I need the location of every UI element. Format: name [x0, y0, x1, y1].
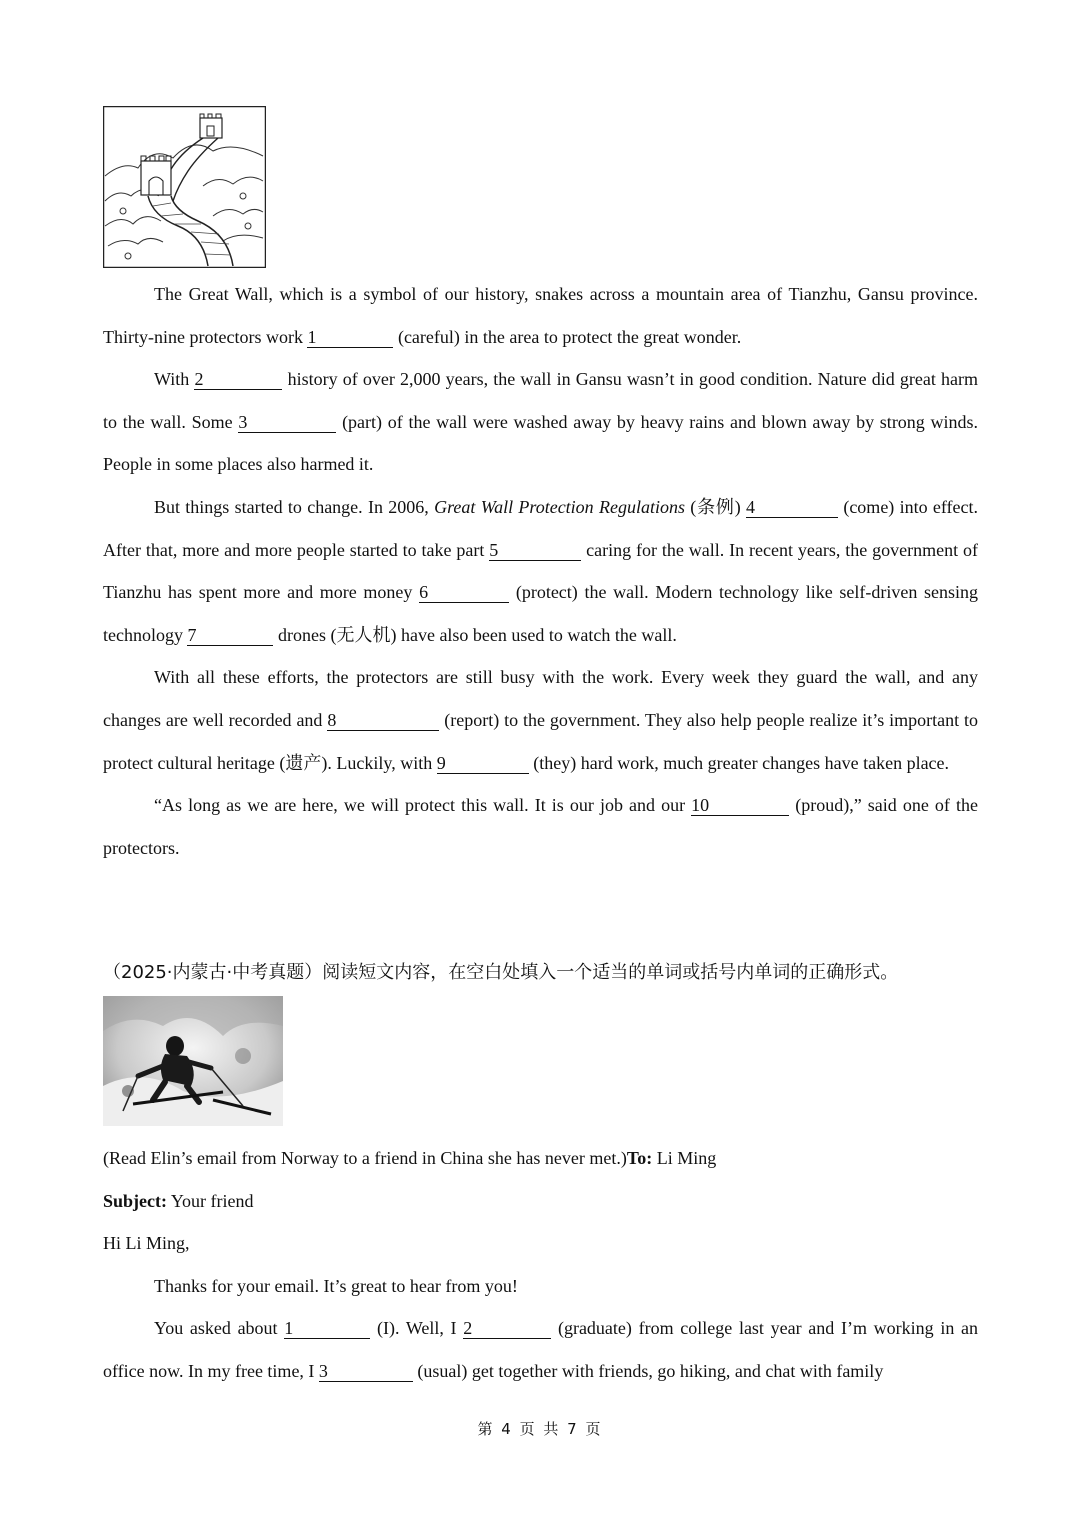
blank-8[interactable]: 8	[327, 710, 439, 731]
paragraph-2: With 2 history of over 2,000 years, the wall in Gansu wasn’t in good condition. Nature did great harm to the wall. Some 3 (part) of the wall were washed away by heavy rains and blown away by strong winds. People in some places also harmed it.	[103, 369, 979, 475]
email-greeting: Hi Li Ming,	[103, 1233, 190, 1254]
blank-5[interactable]: 5	[489, 540, 581, 561]
paragraph-3: But things started to change. In 2006, Great Wall Protection Regulations (条例) 4 (come) into effect. After that, more and more people started to take part 5 caring for the wall. In recent years, the government of Tianzhu has spent more and more money 6 (protect) the wall. Modern technology like self-driven sensing technology 7 drones (无人机) have also been used to watch the wall.	[103, 496, 979, 645]
email-blank-3[interactable]: 3	[319, 1361, 413, 1382]
email-blank-1[interactable]: 1	[284, 1318, 370, 1339]
paragraph-1: The Great Wall, which is a symbol of our history, snakes across a mountain area of Tianzhu, Gansu province. Thirty-nine protectors work 1 (careful) in the area to protect the great wonder.	[103, 284, 978, 347]
blank-9[interactable]: 9	[437, 753, 529, 774]
page-footer: 第 4 页 共 7 页	[477, 1420, 603, 1438]
section-heading: （2025·内蒙古·中考真题）阅读短文内容，在空白处填入一个适当的单词或括号内单词的正确形式。	[103, 962, 899, 983]
email-intro-line: (Read Elin’s email from Norway to a friend in China she has never met.)To: Li Ming	[103, 1148, 717, 1168]
great-wall-illustration	[103, 106, 266, 268]
paragraph-4: With all these efforts, the protectors are still busy with the work. Every week they guard the wall, and any changes are well recorded and 8 (report) to the government. They also help people realize it’s important to protect cultural heritage (遗产). Luckily, with 9 (they) hard work, much greater changes have taken place.	[103, 667, 978, 773]
blank-6[interactable]: 6	[419, 582, 509, 603]
blank-10[interactable]: 10	[691, 795, 789, 816]
blank-2[interactable]: 2	[194, 369, 282, 390]
email-line-1: Thanks for your email. It’s great to hear from you!	[154, 1275, 518, 1296]
email-paragraph-2: You asked about 1 (I). Well, I 2 (graduate) from college last year and I’m working in an office now. In my free time, I 3 (usual) get together with friends, go hiking, and chat with family	[103, 1318, 979, 1381]
email-blank-2[interactable]: 2	[463, 1318, 551, 1339]
blank-7[interactable]: 7	[187, 625, 273, 646]
email-passage	[103, 1137, 978, 1393]
blank-3[interactable]: 3	[238, 412, 336, 433]
great-wall-passage	[103, 273, 978, 869]
blank-1[interactable]: 1	[307, 327, 393, 348]
email-subject-line: Subject: Your friend	[103, 1190, 254, 1211]
paragraph-5: “As long as we are here, we will protect this wall. It is our job and our 10 (proud),” said one of the protectors.	[103, 795, 978, 858]
skier-photo	[103, 996, 283, 1126]
blank-4[interactable]: 4	[746, 497, 838, 518]
